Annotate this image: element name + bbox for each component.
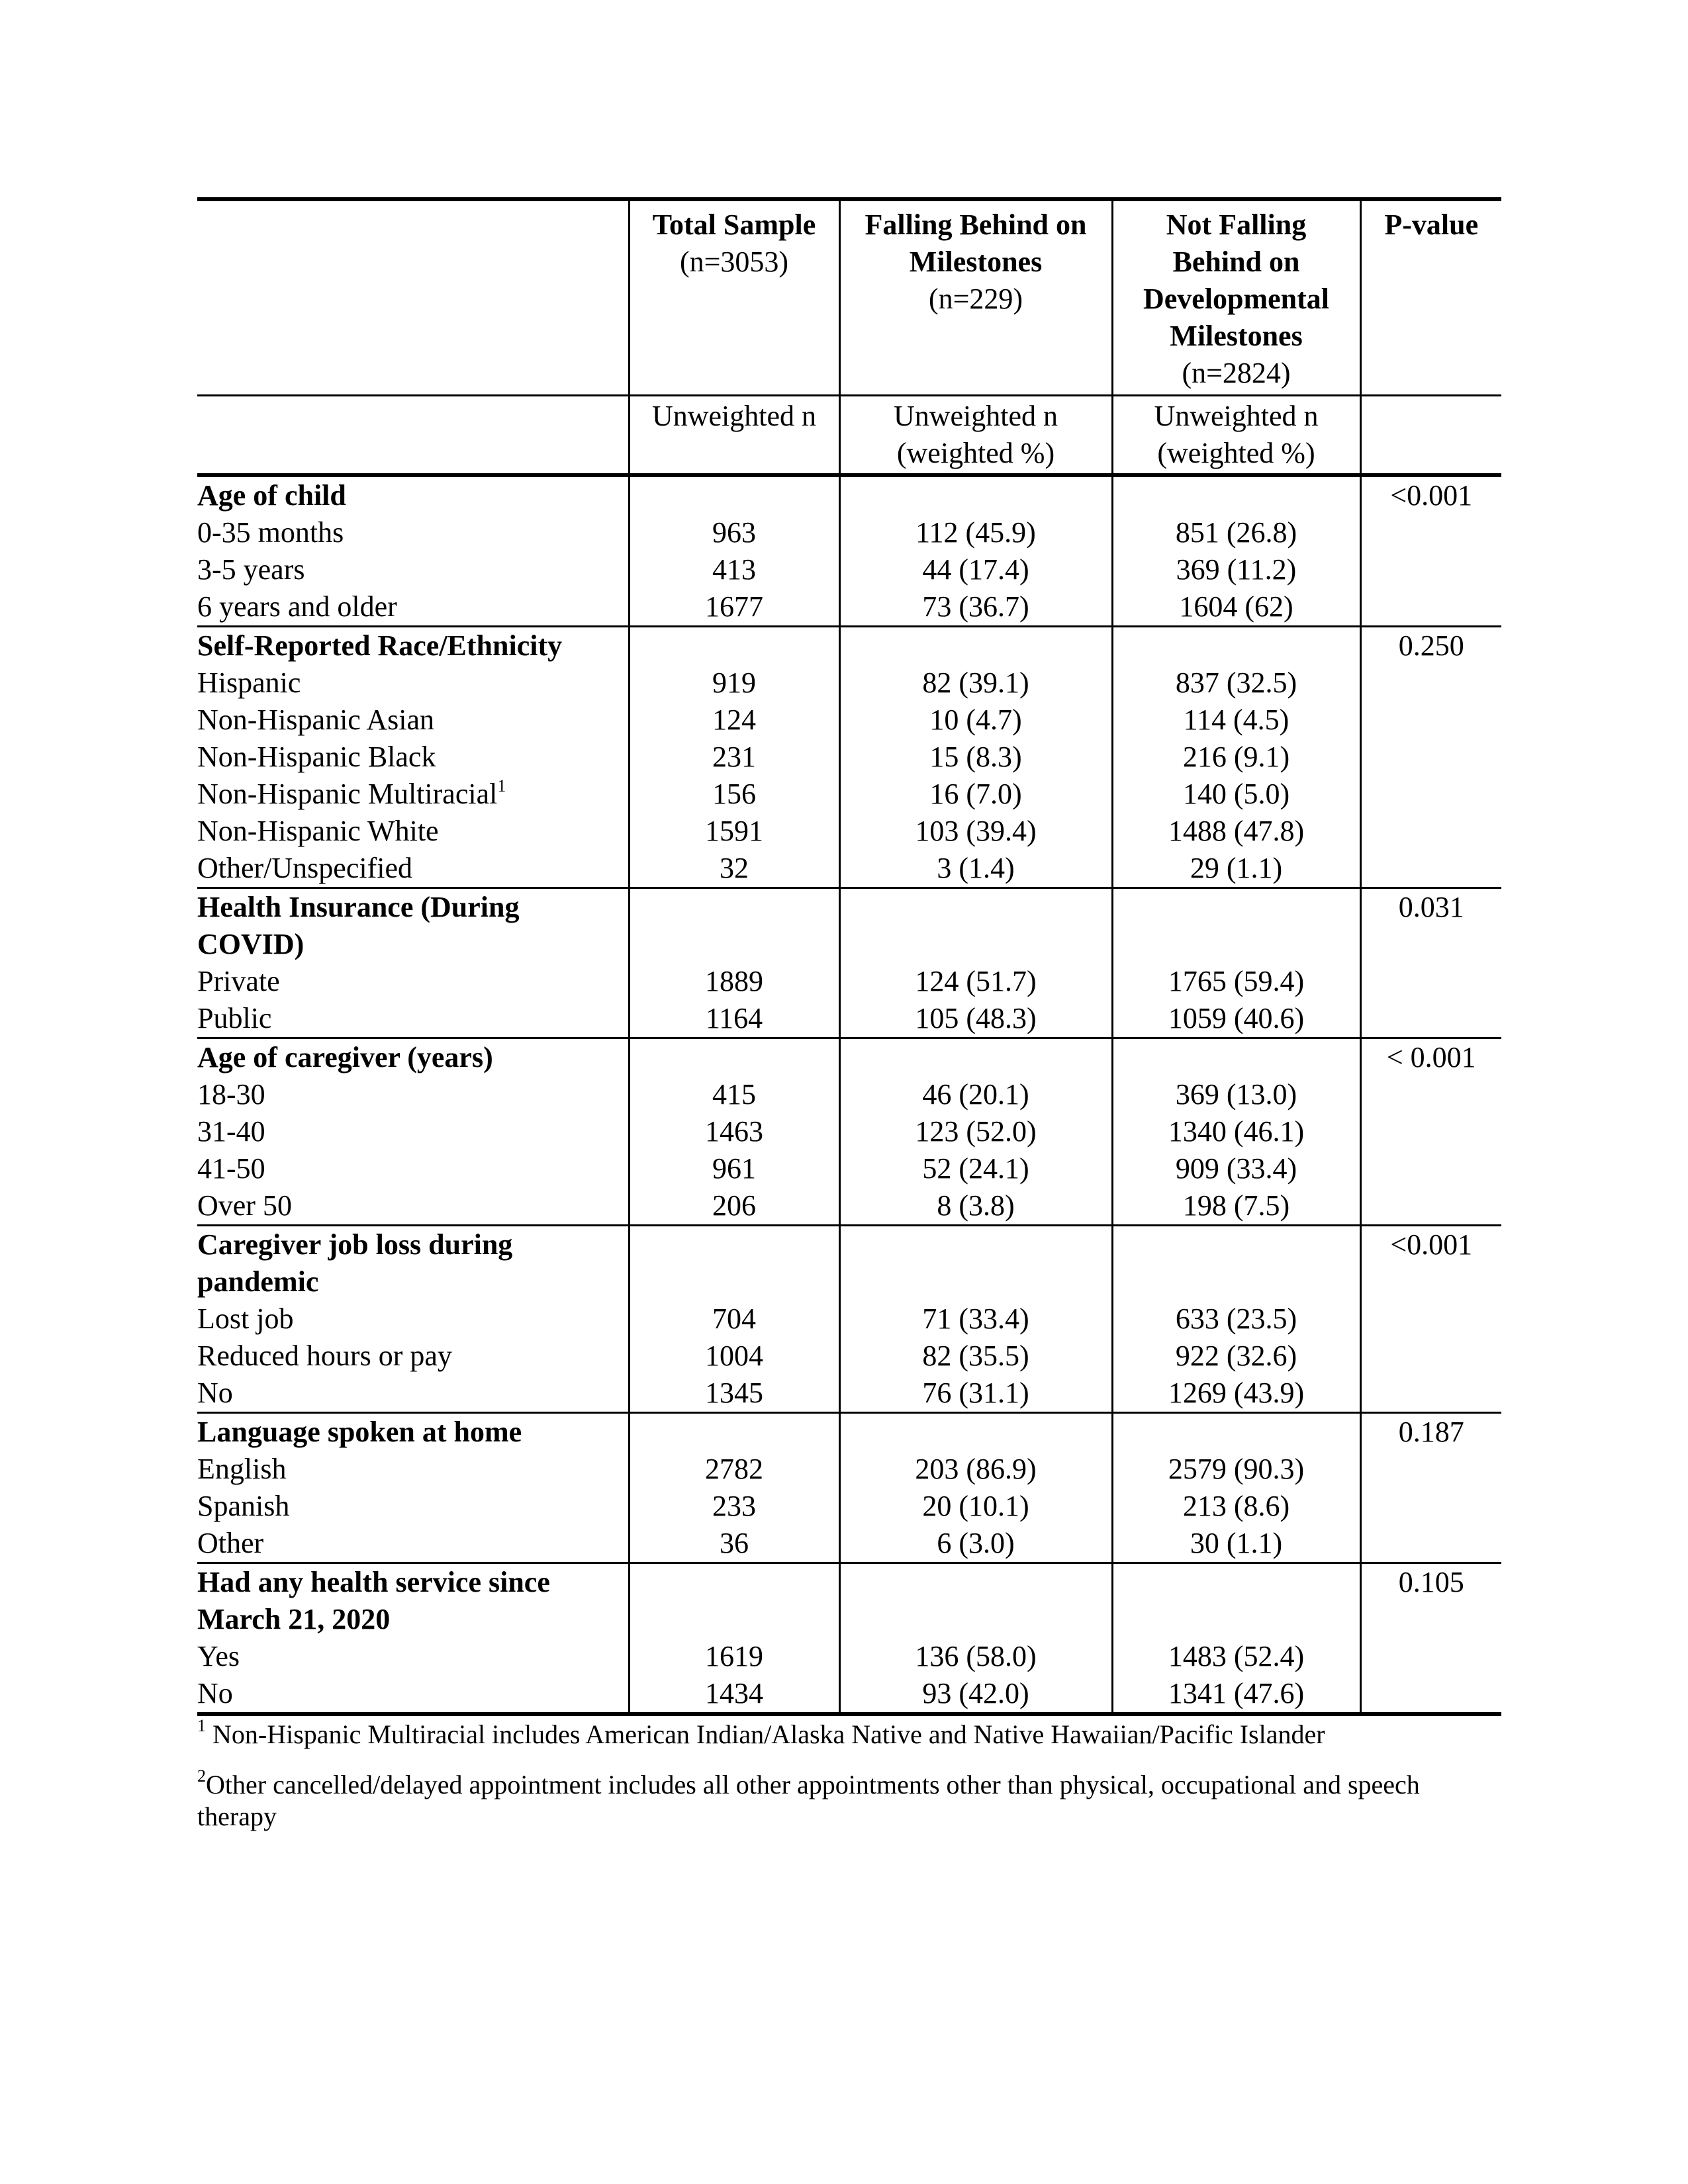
section-empty-cell [1112,1563,1360,1639]
table-row [197,551,1501,588]
subheader-not-falling [1112,396,1360,476]
row-falling-behind: 82 (35.5) [839,1338,1112,1375]
row-label: Non-Hispanic White [197,815,439,847]
subheader-row [197,396,1501,476]
row-falling-behind: 16 (7.0) [839,776,1112,813]
table-row [197,1338,1501,1375]
row-pvalue-empty [1360,813,1501,850]
row-label-cell [197,1338,629,1375]
row-total-sample: 1463 [629,1113,839,1150]
row-not-falling-behind: 114 (4.5) [1112,702,1360,739]
section-empty-cell [839,1038,1112,1077]
subheader-total-label: Unweighted n [651,400,817,432]
section-empty-cell [629,1038,839,1077]
row-total-sample: 2782 [629,1451,839,1488]
row-pvalue-empty [1360,1150,1501,1187]
subheader-not-label-2: (weighted %) [1157,437,1315,469]
row-not-falling-behind: 198 (7.5) [1112,1187,1360,1226]
row-pvalue-empty [1360,1187,1501,1226]
row-pvalue-empty [1360,739,1501,776]
subheader-falling [839,396,1112,476]
row-not-falling-behind: 216 (9.1) [1112,739,1360,776]
row-label: 31-40 [197,1115,265,1148]
section-empty-cell [1112,1038,1360,1077]
section-label-cell [197,1413,629,1451]
row-not-falling-behind: 1341 (47.6) [1112,1675,1360,1714]
row-pvalue-empty [1360,1076,1501,1113]
row-label-cell [197,514,629,551]
row-total-sample: 413 [629,551,839,588]
row-pvalue-empty [1360,1113,1501,1150]
row-not-falling-behind: 1765 (59.4) [1112,963,1360,1000]
row-falling-behind: 136 (58.0) [839,1638,1112,1675]
table-row [197,1488,1501,1525]
row-total-sample: 36 [629,1525,839,1563]
row-pvalue-empty [1360,1525,1501,1563]
row-label: Non-Hispanic Black [197,741,436,773]
row-label: Reduced hours or pay [197,1340,452,1372]
section-empty-cell [1112,627,1360,665]
row-label: Public [197,1002,272,1034]
table-row [197,1525,1501,1563]
row-not-falling-behind: 140 (5.0) [1112,776,1360,813]
section-label-cell [197,475,629,514]
section-pvalue: 0.105 [1360,1563,1501,1639]
section-pvalue: 0.187 [1360,1413,1501,1451]
section-empty-cell [1112,1413,1360,1451]
subheader-empty-cell [197,396,629,476]
section-label-cell [197,888,629,964]
row-label: Non-Hispanic Multiracial [197,778,498,810]
section-label: Language spoken at home [197,1416,522,1448]
row-label: 41-50 [197,1152,265,1185]
section-label: Had any health service since [197,1566,550,1598]
section-empty-cell [629,1563,839,1639]
section-empty-cell [1112,475,1360,514]
table-row [197,1187,1501,1226]
subheader-falling-label-2: (weighted %) [896,437,1055,469]
row-label-cell [197,1076,629,1113]
header-not-title-1: Not Falling [1166,208,1307,241]
header-falling-title-1: Falling Behind on [865,208,1087,241]
row-total-sample: 156 [629,776,839,813]
row-label-cell [197,1451,629,1488]
row-total-sample: 124 [629,702,839,739]
table-row [197,1675,1501,1714]
section-header-row [197,1413,1501,1451]
row-label: 3-5 years [197,553,305,586]
table-row [197,1300,1501,1338]
row-falling-behind: 82 (39.1) [839,664,1112,702]
row-label-cell [197,1488,629,1525]
section-pvalue: 0.031 [1360,888,1501,964]
row-not-falling-behind: 213 (8.6) [1112,1488,1360,1525]
table-row [197,1076,1501,1113]
section-empty-cell [629,1413,839,1451]
table-row [197,813,1501,850]
row-falling-behind: 123 (52.0) [839,1113,1112,1150]
row-pvalue-empty [1360,850,1501,888]
row-label: Hispanic [197,666,301,699]
table-row [197,702,1501,739]
row-not-falling-behind: 633 (23.5) [1112,1300,1360,1338]
row-pvalue-empty [1360,1300,1501,1338]
row-total-sample: 1591 [629,813,839,850]
header-not-title-3: Developmental [1143,283,1330,315]
row-label: Other [197,1527,264,1559]
row-label: Yes [197,1640,240,1672]
row-falling-behind: 112 (45.9) [839,514,1112,551]
header-not-falling-behind [1112,199,1360,396]
row-not-falling-behind: 1340 (46.1) [1112,1113,1360,1150]
section-label-cell [197,1226,629,1301]
section-label-cont: pandemic [197,1265,319,1298]
section-label-cell [197,1563,629,1639]
row-not-falling-behind: 922 (32.6) [1112,1338,1360,1375]
table-row [197,588,1501,627]
row-pvalue-empty [1360,1451,1501,1488]
row-total-sample: 963 [629,514,839,551]
row-pvalue-empty [1360,1000,1501,1038]
row-label-cell [197,588,629,627]
row-not-falling-behind: 30 (1.1) [1112,1525,1360,1563]
row-falling-behind: 10 (4.7) [839,702,1112,739]
table-row [197,850,1501,888]
row-not-falling-behind: 909 (33.4) [1112,1150,1360,1187]
row-pvalue-empty [1360,551,1501,588]
footnote-2 [197,1766,1501,1833]
row-pvalue-empty [1360,1338,1501,1375]
row-not-falling-behind: 851 (26.8) [1112,514,1360,551]
table-row [197,776,1501,813]
header-empty-cell [197,199,629,396]
section-label: Caregiver job loss during [197,1228,513,1261]
row-pvalue-empty [1360,664,1501,702]
row-falling-behind: 203 (86.9) [839,1451,1112,1488]
row-label-cell [197,850,629,888]
row-falling-behind: 8 (3.8) [839,1187,1112,1226]
section-header-row [197,1563,1501,1639]
section-empty-cell [629,475,839,514]
row-label: 18-30 [197,1078,265,1111]
header-pvalue-title: P-value [1384,208,1479,241]
row-label-cell [197,739,629,776]
row-total-sample: 206 [629,1187,839,1226]
row-label-cell [197,813,629,850]
row-falling-behind: 44 (17.4) [839,551,1112,588]
section-label: Self-Reported Race/Ethnicity [197,629,563,662]
row-total-sample: 1619 [629,1638,839,1675]
footnote-1-text: Non-Hispanic Multiracial includes American Indian/Alaska Native and Native Hawaiian/Pacific Islander [212,1719,1325,1749]
row-not-falling-behind: 1269 (43.9) [1112,1375,1360,1413]
section-header-row [197,627,1501,665]
footnote-1 [197,1716,1501,1751]
section-label: Age of caregiver (years) [197,1041,493,1073]
row-pvalue-empty [1360,1638,1501,1675]
footnote-2-text: Other cancelled/delayed appointment includes all other appointments other than physical, occupational and speech therapy [197,1770,1420,1831]
section-empty-cell [629,627,839,665]
section-empty-cell [1112,1226,1360,1301]
header-total-n: (n=3053) [679,246,789,278]
header-falling-n: (n=229) [928,283,1023,315]
section-header-row [197,475,1501,514]
row-label: Lost job [197,1302,294,1335]
section-empty-cell [629,1226,839,1301]
section-empty-cell [1112,888,1360,964]
row-label: Over 50 [197,1189,292,1222]
row-label-cell [197,1375,629,1413]
row-not-falling-behind: 1604 (62) [1112,588,1360,627]
section-empty-cell [629,888,839,964]
footnote-2-mark: 2 [197,1766,206,1786]
table-row [197,739,1501,776]
row-pvalue-empty [1360,1675,1501,1714]
row-falling-behind: 15 (8.3) [839,739,1112,776]
row-falling-behind: 6 (3.0) [839,1525,1112,1563]
row-falling-behind: 103 (39.4) [839,813,1112,850]
section-empty-cell [839,1563,1112,1639]
row-falling-behind: 20 (10.1) [839,1488,1112,1525]
section-pvalue: < 0.001 [1360,1038,1501,1077]
table-row [197,1638,1501,1675]
row-total-sample: 1889 [629,963,839,1000]
row-pvalue-empty [1360,1375,1501,1413]
subheader-pvalue-empty [1360,396,1501,476]
footnote-1-mark: 1 [197,1716,206,1735]
subheader-not-label-1: Unweighted n [1154,400,1319,432]
row-total-sample: 1434 [629,1675,839,1714]
row-total-sample: 704 [629,1300,839,1338]
section-pvalue: 0.250 [1360,627,1501,665]
row-not-falling-behind: 369 (11.2) [1112,551,1360,588]
header-not-title-2: Behind on [1172,246,1300,278]
row-total-sample: 32 [629,850,839,888]
row-label-cell [197,776,629,813]
row-falling-behind: 3 (1.4) [839,850,1112,888]
row-label: 0-35 months [197,516,344,549]
table-row [197,963,1501,1000]
row-falling-behind: 93 (42.0) [839,1675,1112,1714]
section-pvalue: <0.001 [1360,475,1501,514]
table-row [197,664,1501,702]
row-label-cell [197,664,629,702]
header-falling-behind [839,199,1112,396]
row-label: Other/Unspecified [197,852,412,884]
row-label-cell [197,1300,629,1338]
table-row [197,1000,1501,1038]
section-label: Health Insurance (During [197,891,520,923]
row-not-falling-behind: 1488 (47.8) [1112,813,1360,850]
row-total-sample: 415 [629,1076,839,1113]
row-falling-behind: 73 (36.7) [839,588,1112,627]
row-pvalue-empty [1360,963,1501,1000]
row-label-cell [197,1638,629,1675]
header-not-title-4: Milestones [1170,320,1303,352]
table-row [197,1113,1501,1150]
results-table [197,197,1501,1716]
row-pvalue-empty [1360,588,1501,627]
row-label: English [197,1453,287,1485]
row-label: No [197,1377,233,1409]
row-not-falling-behind: 837 (32.5) [1112,664,1360,702]
row-label-cell [197,551,629,588]
row-total-sample: 1004 [629,1338,839,1375]
section-empty-cell [839,475,1112,514]
row-total-sample: 1164 [629,1000,839,1038]
row-total-sample: 231 [629,739,839,776]
row-pvalue-empty [1360,514,1501,551]
header-row [197,199,1501,396]
section-header-row [197,1226,1501,1301]
row-pvalue-empty [1360,776,1501,813]
subheader-falling-label-1: Unweighted n [893,400,1058,432]
section-empty-cell [839,1413,1112,1451]
table-row [197,1451,1501,1488]
row-falling-behind: 105 (48.3) [839,1000,1112,1038]
section-header-row [197,1038,1501,1077]
row-label-cell [197,1525,629,1563]
row-not-falling-behind: 2579 (90.3) [1112,1451,1360,1488]
row-pvalue-empty [1360,702,1501,739]
section-label-cell [197,627,629,665]
table-row [197,514,1501,551]
row-label: Spanish [197,1490,290,1522]
section-label-cell [197,1038,629,1077]
section-pvalue: <0.001 [1360,1226,1501,1301]
row-not-falling-behind: 29 (1.1) [1112,850,1360,888]
row-total-sample: 233 [629,1488,839,1525]
row-label: 6 years and older [197,590,397,623]
header-falling-title-2: Milestones [909,246,1043,278]
subheader-total [629,396,839,476]
row-not-falling-behind: 1059 (40.6) [1112,1000,1360,1038]
row-label-footnote-mark: 1 [497,776,506,796]
row-label-cell [197,702,629,739]
table-row [197,1150,1501,1187]
row-label: No [197,1677,233,1709]
row-label: Non-Hispanic Asian [197,704,435,736]
row-label-cell [197,1150,629,1187]
row-pvalue-empty [1360,1488,1501,1525]
row-total-sample: 961 [629,1150,839,1187]
section-empty-cell [839,627,1112,665]
section-label: Age of child [197,479,346,512]
section-empty-cell [839,888,1112,964]
row-label-cell [197,963,629,1000]
header-total-title: Total Sample [652,208,816,241]
row-not-falling-behind: 1483 (52.4) [1112,1638,1360,1675]
section-empty-cell [839,1226,1112,1301]
row-label: Private [197,965,280,997]
header-not-n: (n=2824) [1182,357,1291,389]
row-falling-behind: 124 (51.7) [839,963,1112,1000]
row-label-cell [197,1675,629,1714]
row-falling-behind: 52 (24.1) [839,1150,1112,1187]
row-label-cell [197,1000,629,1038]
row-label-cell [197,1113,629,1150]
row-not-falling-behind: 369 (13.0) [1112,1076,1360,1113]
row-total-sample: 1345 [629,1375,839,1413]
section-label-cont: COVID) [197,928,305,960]
table-row [197,1375,1501,1413]
header-pvalue [1360,199,1501,396]
row-total-sample: 919 [629,664,839,702]
row-falling-behind: 76 (31.1) [839,1375,1112,1413]
section-label-cont: March 21, 2020 [197,1603,391,1635]
row-label-cell [197,1187,629,1226]
row-falling-behind: 46 (20.1) [839,1076,1112,1113]
row-falling-behind: 71 (33.4) [839,1300,1112,1338]
header-total-sample [629,199,839,396]
row-total-sample: 1677 [629,588,839,627]
section-header-row [197,888,1501,964]
